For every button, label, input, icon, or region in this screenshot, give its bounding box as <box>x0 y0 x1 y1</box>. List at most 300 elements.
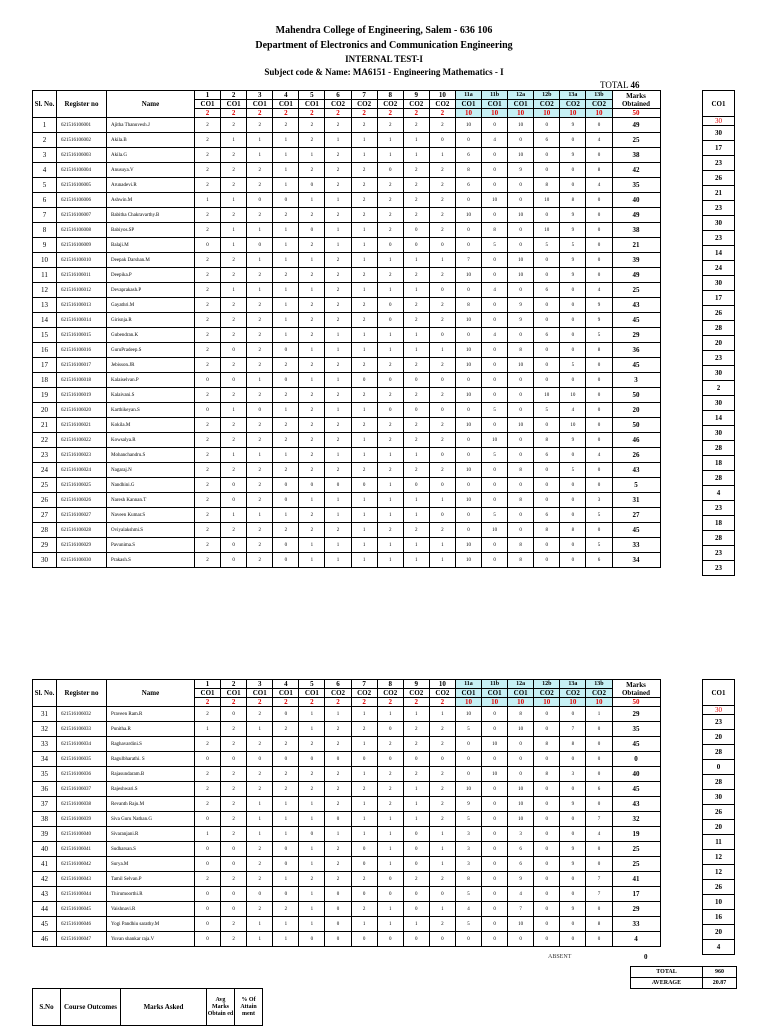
question-number: 11b <box>482 680 508 689</box>
sl-no: 1 <box>33 118 57 133</box>
question-mark: 5 <box>455 812 481 827</box>
question-mark: 2 <box>351 358 377 373</box>
question-mark: 0 <box>325 812 351 827</box>
question-mark: 2 <box>221 328 247 343</box>
register-no: 621516106027 <box>57 508 107 523</box>
question-mark: 8 <box>534 433 560 448</box>
question-mark: 10 <box>534 193 560 208</box>
question-mark: 1 <box>325 553 351 568</box>
question-mark: 2 <box>195 797 221 812</box>
question-mark: 0 <box>534 268 560 283</box>
question-mark: 1 <box>351 827 377 842</box>
course-outcome: CO2 <box>534 689 560 698</box>
table-row <box>703 231 735 246</box>
question-mark: 2 <box>351 313 377 328</box>
question-mark: 0 <box>508 508 534 523</box>
question-mark: 0 <box>273 707 299 722</box>
sl-no: 46 <box>33 932 57 947</box>
question-mark: 2 <box>299 208 325 223</box>
question-mark: 2 <box>247 208 273 223</box>
question-mark: 0 <box>455 193 481 208</box>
question-mark: 1 <box>351 238 377 253</box>
question-mark: 1 <box>377 328 403 343</box>
question-mark: 7 <box>586 812 612 827</box>
table-row <box>703 850 735 865</box>
question-mark: 2 <box>325 722 351 737</box>
question-mark: 0 <box>534 298 560 313</box>
question-mark: 5 <box>560 463 586 478</box>
co1-value: 24 <box>703 261 735 276</box>
question-mark: 0 <box>534 553 560 568</box>
student-name: Praveen Ram.R <box>107 707 195 722</box>
table-row <box>33 523 661 538</box>
question-mark: 1 <box>351 328 377 343</box>
question-mark: 0 <box>482 343 508 358</box>
question-mark: 2 <box>221 433 247 448</box>
question-mark: 0 <box>482 917 508 932</box>
question-mark: 2 <box>429 313 455 328</box>
question-mark: 2 <box>377 178 403 193</box>
question-mark: 0 <box>586 902 612 917</box>
question-mark: 10 <box>455 463 481 478</box>
co1-header: CO1 <box>703 680 735 706</box>
question-mark: 0 <box>560 328 586 343</box>
question-mark: 2 <box>299 388 325 403</box>
question-mark: 0 <box>508 478 534 493</box>
question-mark: 2 <box>351 902 377 917</box>
table-row <box>33 268 661 283</box>
question-mark: 2 <box>351 268 377 283</box>
question-mark: 0 <box>195 917 221 932</box>
question-number: 11a <box>455 91 481 100</box>
question-mark: 2 <box>195 508 221 523</box>
question-mark: 0 <box>195 887 221 902</box>
table-row <box>33 872 661 887</box>
question-mark: 0 <box>247 887 273 902</box>
question-mark: 2 <box>403 737 429 752</box>
question-mark: 1 <box>247 722 273 737</box>
sl-no: 39 <box>33 827 57 842</box>
question-mark: 8 <box>508 553 534 568</box>
question-mark: 0 <box>482 208 508 223</box>
course-outcome: CO1 <box>247 689 273 698</box>
co1-value: 20 <box>703 336 735 351</box>
question-mark: 1 <box>429 827 455 842</box>
table-row <box>33 707 661 722</box>
question-mark: 2 <box>247 842 273 857</box>
question-mark: 4 <box>482 133 508 148</box>
max-mark: 2 <box>429 698 455 707</box>
question-number: 11a <box>455 680 481 689</box>
question-mark: 10 <box>560 418 586 433</box>
co1-table-part1 <box>702 90 735 576</box>
co1-value: 30 <box>703 790 735 805</box>
name-header: Name <box>107 91 195 118</box>
question-mark: 1 <box>403 328 429 343</box>
question-number: 13b <box>586 680 612 689</box>
question-mark: 2 <box>221 722 247 737</box>
register-no: 621516106021 <box>57 418 107 433</box>
sl-no: 12 <box>33 283 57 298</box>
question-mark: 1 <box>429 707 455 722</box>
course-outcome: CO1 <box>482 689 508 698</box>
question-mark: 2 <box>247 343 273 358</box>
table-row <box>703 805 735 820</box>
question-mark: 1 <box>377 493 403 508</box>
question-mark: 10 <box>455 118 481 133</box>
question-mark: 0 <box>195 857 221 872</box>
sl-no: 2 <box>33 133 57 148</box>
question-mark: 0 <box>455 328 481 343</box>
student-name: Ajitha Thanuvesh.J <box>107 118 195 133</box>
question-mark: 2 <box>273 902 299 917</box>
table-row <box>33 812 661 827</box>
question-mark: 1 <box>325 403 351 418</box>
sl-no: 38 <box>33 812 57 827</box>
question-mark: 5 <box>586 538 612 553</box>
register-no: 621516106011 <box>57 268 107 283</box>
table-row <box>703 471 735 486</box>
question-mark: 2 <box>247 313 273 328</box>
register-no: 621516106015 <box>57 328 107 343</box>
register-no: 621516106028 <box>57 523 107 538</box>
total-students: TOTAL 46 <box>600 80 640 90</box>
student-name: Arunadevi.R <box>107 178 195 193</box>
student-name: Kowsalya.R <box>107 433 195 448</box>
register-no-header: Register no <box>57 680 107 707</box>
question-mark: 1 <box>273 178 299 193</box>
table-row <box>703 835 735 850</box>
table-row <box>33 163 661 178</box>
question-mark: 2 <box>299 358 325 373</box>
sl-no: 33 <box>33 737 57 752</box>
table-row <box>33 283 661 298</box>
question-mark: 0 <box>482 493 508 508</box>
question-mark: 1 <box>429 343 455 358</box>
question-mark: 2 <box>195 782 221 797</box>
question-mark: 2 <box>429 178 455 193</box>
marks-obtained: 49 <box>612 208 660 223</box>
max-mark: 2 <box>299 109 325 118</box>
course-outcome: CO1 <box>221 100 247 109</box>
sl-no: 17 <box>33 358 57 373</box>
question-mark: 1 <box>403 553 429 568</box>
question-mark: 2 <box>325 737 351 752</box>
question-mark: 0 <box>455 373 481 388</box>
sno-header: S.No <box>33 989 61 1026</box>
co1-value: 23 <box>703 201 735 216</box>
table-row <box>703 276 735 291</box>
question-number: 10 <box>429 680 455 689</box>
marks-obtained: 40 <box>612 193 660 208</box>
question-mark: 2 <box>377 358 403 373</box>
co1-table-part2 <box>702 679 735 955</box>
table-row <box>33 478 661 493</box>
question-mark: 0 <box>534 208 560 223</box>
sl-no: 7 <box>33 208 57 223</box>
student-name: Balaji.M <box>107 238 195 253</box>
question-mark: 1 <box>429 553 455 568</box>
marks-obtained: 29 <box>612 328 660 343</box>
question-mark: 1 <box>403 493 429 508</box>
question-mark: 0 <box>482 478 508 493</box>
max-mark: 10 <box>560 109 586 118</box>
question-mark: 0 <box>586 767 612 782</box>
question-mark: 1 <box>299 493 325 508</box>
student-name: Nandhini.G <box>107 478 195 493</box>
question-mark: 1 <box>351 283 377 298</box>
question-mark: 2 <box>247 268 273 283</box>
question-mark: 2 <box>299 433 325 448</box>
table-row <box>703 141 735 156</box>
max-mark: 2 <box>403 698 429 707</box>
marks-obtained: 45 <box>612 523 660 538</box>
table-row <box>703 411 735 426</box>
question-mark: 10 <box>455 782 481 797</box>
question-mark: 1 <box>273 812 299 827</box>
question-mark: 0 <box>586 523 612 538</box>
question-mark: 0 <box>482 707 508 722</box>
question-mark: 1 <box>586 707 612 722</box>
co1-value: 2 <box>703 381 735 396</box>
question-number: 7 <box>351 680 377 689</box>
question-mark: 2 <box>351 298 377 313</box>
sl-no: 8 <box>33 223 57 238</box>
max-total: 50 <box>612 698 660 707</box>
question-mark: 0 <box>221 493 247 508</box>
question-mark: 0 <box>482 722 508 737</box>
table-row <box>33 118 661 133</box>
question-mark: 1 <box>299 253 325 268</box>
table-row <box>703 895 735 910</box>
question-mark: 0 <box>586 737 612 752</box>
question-mark: 0 <box>455 752 481 767</box>
table-row <box>33 388 661 403</box>
question-number: 13b <box>586 91 612 100</box>
register-no: 621516106026 <box>57 493 107 508</box>
question-mark: 2 <box>195 283 221 298</box>
question-mark: 1 <box>377 553 403 568</box>
question-mark: 0 <box>403 887 429 902</box>
question-mark: 9 <box>508 313 534 328</box>
question-mark: 2 <box>351 872 377 887</box>
question-mark: 1 <box>221 223 247 238</box>
question-mark: 2 <box>299 767 325 782</box>
question-mark: 8 <box>586 343 612 358</box>
register-no: 621516106045 <box>57 902 107 917</box>
question-mark: 2 <box>325 782 351 797</box>
question-mark: 0 <box>455 448 481 463</box>
max-mark: 2 <box>325 109 351 118</box>
question-mark: 10 <box>455 358 481 373</box>
question-mark: 0 <box>482 463 508 478</box>
question-mark: 0 <box>482 313 508 328</box>
question-mark: 2 <box>299 448 325 463</box>
question-mark: 2 <box>403 208 429 223</box>
sl-no: 35 <box>33 767 57 782</box>
question-mark: 1 <box>377 478 403 493</box>
question-mark: 2 <box>247 163 273 178</box>
question-mark: 0 <box>273 553 299 568</box>
question-mark: 0 <box>534 418 560 433</box>
question-mark: 1 <box>273 827 299 842</box>
question-mark: 1 <box>325 827 351 842</box>
course-outcome: CO2 <box>403 100 429 109</box>
question-mark: 0 <box>299 752 325 767</box>
co1-value: 16 <box>703 910 735 925</box>
question-mark: 1 <box>221 508 247 523</box>
question-mark: 10 <box>534 388 560 403</box>
co1-value: 20 <box>703 730 735 745</box>
table-row <box>703 441 735 456</box>
question-mark: 1 <box>377 902 403 917</box>
question-mark: 0 <box>221 902 247 917</box>
question-mark: 0 <box>482 932 508 947</box>
question-mark: 1 <box>325 238 351 253</box>
question-mark: 0 <box>377 722 403 737</box>
max-mark: 2 <box>247 698 273 707</box>
question-mark: 1 <box>403 707 429 722</box>
question-mark: 2 <box>195 208 221 223</box>
question-mark: 3 <box>586 493 612 508</box>
question-mark: 0 <box>534 148 560 163</box>
question-mark: 2 <box>221 782 247 797</box>
question-mark: 2 <box>195 433 221 448</box>
question-mark: 6 <box>586 782 612 797</box>
question-mark: 0 <box>403 478 429 493</box>
question-mark: 0 <box>377 163 403 178</box>
co1-value: 23 <box>703 561 735 576</box>
question-mark: 2 <box>325 208 351 223</box>
co1-value: 28 <box>703 441 735 456</box>
percent-attainment-header: % Of Attain ment <box>235 989 263 1026</box>
register-no: 621516106017 <box>57 358 107 373</box>
question-mark: 2 <box>325 463 351 478</box>
max-mark: 2 <box>273 698 299 707</box>
table-row <box>33 178 661 193</box>
question-mark: 0 <box>560 478 586 493</box>
question-mark: 0 <box>455 737 481 752</box>
question-mark: 6 <box>534 448 560 463</box>
student-name: Yuvan shankar raja.V <box>107 932 195 947</box>
question-mark: 1 <box>429 902 455 917</box>
table-row <box>703 246 735 261</box>
co1-value: 28 <box>703 745 735 760</box>
question-mark: 1 <box>325 707 351 722</box>
question-mark: 0 <box>455 223 481 238</box>
question-mark: 0 <box>403 403 429 418</box>
max-mark: 2 <box>195 698 221 707</box>
question-mark: 2 <box>247 553 273 568</box>
question-mark: 0 <box>221 343 247 358</box>
question-mark: 1 <box>299 902 325 917</box>
sl-no: 24 <box>33 463 57 478</box>
question-mark: 2 <box>299 737 325 752</box>
question-mark: 2 <box>325 268 351 283</box>
table-row <box>33 797 661 812</box>
sl-no: 36 <box>33 782 57 797</box>
marks-obtained: 3 <box>612 373 660 388</box>
question-mark: 0 <box>560 373 586 388</box>
question-mark: 2 <box>299 298 325 313</box>
register-no: 621516106001 <box>57 118 107 133</box>
co1-value: 11 <box>703 835 735 850</box>
table-row <box>703 426 735 441</box>
question-mark: 2 <box>195 448 221 463</box>
question-mark: 0 <box>482 842 508 857</box>
max-mark: 2 <box>195 109 221 118</box>
question-mark: 0 <box>560 133 586 148</box>
marks-obtained: 27 <box>612 508 660 523</box>
question-mark: 2 <box>221 917 247 932</box>
question-mark: 2 <box>195 358 221 373</box>
question-mark: 0 <box>560 782 586 797</box>
question-mark: 6 <box>534 508 560 523</box>
question-number: 12a <box>508 680 534 689</box>
marks-obtained: 38 <box>612 223 660 238</box>
question-mark: 8 <box>560 193 586 208</box>
question-mark: 5 <box>455 917 481 932</box>
question-mark: 0 <box>508 238 534 253</box>
question-mark: 9 <box>560 797 586 812</box>
table-row <box>33 223 661 238</box>
question-mark: 2 <box>221 767 247 782</box>
question-mark: 1 <box>247 917 273 932</box>
table-row <box>703 561 735 576</box>
question-mark: 2 <box>299 403 325 418</box>
question-mark: 10 <box>455 208 481 223</box>
question-mark: 0 <box>273 538 299 553</box>
question-mark: 10 <box>508 782 534 797</box>
question-mark: 0 <box>560 343 586 358</box>
question-mark: 9 <box>560 253 586 268</box>
question-mark: 10 <box>455 418 481 433</box>
question-mark: 1 <box>247 283 273 298</box>
question-mark: 0 <box>247 238 273 253</box>
question-mark: 1 <box>429 493 455 508</box>
table-row <box>33 782 661 797</box>
question-mark: 2 <box>221 418 247 433</box>
marks-obtained: 45 <box>612 782 660 797</box>
sl-no: 5 <box>33 178 57 193</box>
question-mark: 1 <box>273 163 299 178</box>
question-mark: 2 <box>221 298 247 313</box>
table-row <box>33 827 661 842</box>
co1-value: 23 <box>703 156 735 171</box>
question-mark: 0 <box>429 328 455 343</box>
sl-no: 25 <box>33 478 57 493</box>
question-mark: 2 <box>195 223 221 238</box>
question-mark: 0 <box>377 238 403 253</box>
question-mark: 2 <box>221 313 247 328</box>
question-mark: 2 <box>247 388 273 403</box>
question-mark: 10 <box>508 208 534 223</box>
question-mark: 2 <box>221 253 247 268</box>
question-mark: 2 <box>429 797 455 812</box>
question-mark: 1 <box>273 872 299 887</box>
table-row <box>703 216 735 231</box>
question-mark: 2 <box>403 433 429 448</box>
question-mark: 0 <box>299 827 325 842</box>
question-mark: 5 <box>534 403 560 418</box>
register-no: 621516106038 <box>57 797 107 812</box>
max-mark: 10 <box>534 109 560 118</box>
sl-no: 40 <box>33 842 57 857</box>
avg-marks-header: Avg Marks Obtain ed <box>207 989 235 1026</box>
question-mark: 1 <box>351 433 377 448</box>
sl-no: 10 <box>33 253 57 268</box>
max-mark: 10 <box>455 698 481 707</box>
